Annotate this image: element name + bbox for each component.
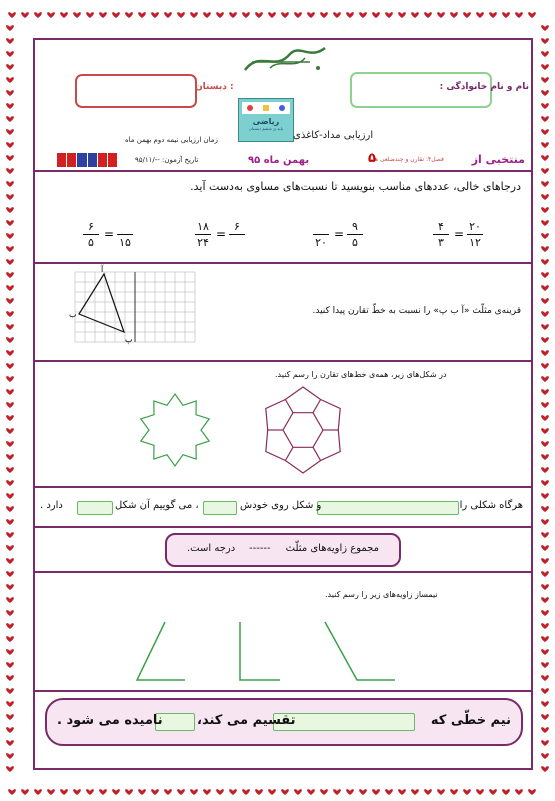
heart-ornament [6,64,14,70]
heart-ornament [541,181,549,187]
heart-ornament [6,90,14,96]
heart-ornament [34,789,42,795]
heart-ornament [125,789,133,795]
heart-ornament [6,259,14,265]
heart-ornament [6,584,14,590]
heart-ornament [99,12,107,18]
heart-ornament [411,12,419,18]
chapter-number: ۵ [368,151,376,166]
heart-ornament [151,789,159,795]
heart-ornament [307,12,315,18]
heart-ornament [34,12,42,18]
heart-ornament [502,12,510,18]
heart-ornament [476,12,484,18]
heart-ornament [242,789,250,795]
heart-ornament [6,324,14,330]
heart-ornament [541,493,549,499]
book-title: ریاضی [252,117,280,126]
divider [35,571,531,573]
heart-ornament [6,155,14,161]
heart-ornament [6,285,14,291]
heart-ornament [6,766,14,772]
exam-title: ارزیابی مداد-کاغذی [293,130,374,141]
heart-ornament [476,789,484,795]
angles-to-bisect [125,618,405,686]
angle-2 [240,622,280,680]
heart-ornament [6,376,14,382]
q4-blank-2[interactable] [203,501,237,515]
heart-ornament [541,506,549,512]
heart-ornament [6,168,14,174]
heart-ornament [541,51,549,57]
heart-ornament [6,246,14,252]
heart-ornament [6,532,14,538]
heart-ornament [541,38,549,44]
heart-ornament [229,12,237,18]
heart-ornament [541,103,549,109]
heart-ornament [541,194,549,200]
heart-ornament [541,662,549,668]
chapter-label: فصل۴: تقارن و چندضلعی ها [373,156,444,163]
heart-ornament [541,727,549,733]
heart-ornament [47,12,55,18]
heart-ornament [424,12,432,18]
heart-ornament [541,714,549,720]
heart-ornament [216,12,224,18]
q1-fraction-left: ۲۰ ۱۲ [467,220,483,249]
heart-ornament [281,12,289,18]
heart-ornament [541,688,549,694]
q6-prompt: نیمساز زاویه‌های زیر را رسم کنید. [325,590,438,599]
heart-ornament [541,467,549,473]
heart-ornament [229,789,237,795]
heart-ornament [21,12,29,18]
heart-ornament [398,12,406,18]
heart-ornament [6,610,14,616]
triangle-abp [79,274,124,332]
equals-sign: = [334,227,345,241]
heart-ornament [60,789,68,795]
q5-blank[interactable]: ------ [249,543,271,554]
heart-ornament [541,142,549,148]
divider [35,170,531,172]
heart-ornament [541,376,549,382]
divider [35,262,531,264]
q1-fraction-left[interactable]: ۶ [229,220,245,249]
heart-ornament [463,12,471,18]
heart-ornament [450,789,458,795]
school-name-field[interactable] [75,74,197,108]
heart-ornament [502,789,510,795]
heart-ornament [6,363,14,369]
q1-fraction-right[interactable]: ۲۰ [313,220,329,249]
heart-ornament [541,285,549,291]
heart-ornament [6,272,14,278]
heart-ornament [6,688,14,694]
heart-ornament [6,701,14,707]
heart-ornament [541,389,549,395]
heart-ornament [268,789,276,795]
heart-ornament [372,789,380,795]
q1-prompt: درجاهای خالی، عددهای مناسب بنویسید تا نسبت‌های مساوی به‌دست آید. [190,180,521,193]
q4-part1: هرگاه شکلی را [459,500,523,511]
heart-ornament [541,25,549,31]
q1-fraction-left: ۹ ۵ [347,220,363,249]
heart-ornament [294,789,302,795]
equals-sign: = [216,227,227,241]
heart-ornament [6,740,14,746]
heart-ornament [541,597,549,603]
heart-ornament [164,12,172,18]
heart-ornament [6,77,14,83]
q4-part4: دارد . [40,500,63,511]
heart-ornament [541,363,549,369]
divider [35,526,531,528]
heart-ornament [541,129,549,135]
heart-ornament [177,12,185,18]
heart-ornament [385,789,393,795]
exam-time: زمان ارزیابی نیمه دوم بهمن ماه [125,136,218,144]
heart-ornament [6,298,14,304]
heart-ornament [541,766,549,772]
heart-ornament [164,789,172,795]
heart-ornament [385,12,393,18]
heart-ornament [528,789,536,795]
heart-ornament [463,789,471,795]
book-subtitle: پایه ی ششم دبستان [249,126,283,131]
divider [35,690,531,692]
angle-1 [137,622,185,680]
heart-ornament [541,246,549,252]
q4-blank-3[interactable] [77,501,113,515]
heart-ornament [6,519,14,525]
heart-ornament [60,12,68,18]
heart-ornament [541,350,549,356]
heart-ornament [6,38,14,44]
heart-ornament [541,337,549,343]
heart-ornament [6,571,14,577]
q1-fraction-right: ۶ ۵ [83,220,99,249]
heart-ornament [242,12,250,18]
heart-ornament [489,789,497,795]
heart-ornament [6,233,14,239]
heart-ornament [437,789,445,795]
heart-ornament [6,103,14,109]
heart-ornament [138,789,146,795]
q1-fraction-right: ۴ ۳ [433,220,449,249]
heart-ornament [541,441,549,447]
heart-ornament [541,64,549,70]
heart-ornament [203,12,211,18]
heart-ornament [398,789,406,795]
heart-ornament [6,727,14,733]
heart-ornament [177,789,185,795]
vertex-a-label: آ [101,265,104,274]
heart-ornament [541,168,549,174]
heart-ornament [541,701,549,707]
bismillah-calligraphy [240,40,330,80]
heart-ornament [73,789,81,795]
heart-ornament [6,662,14,668]
heart-ornament [138,12,146,18]
heart-ornament [6,25,14,31]
q7-part2: تقسیم می کند، [197,713,296,728]
q7-part1: نیم خطّی که [430,713,511,728]
heart-ornament [6,753,14,759]
heart-ornament [6,350,14,356]
heart-ornament [541,402,549,408]
q5-text-a: مجموع زاویه‌های مثلّث [285,543,379,554]
heart-ornament [541,571,549,577]
q7-box [45,698,523,746]
vertex-p-label: پ [125,335,133,344]
heart-ornament [541,207,549,213]
heart-ornament [6,545,14,551]
heart-ornament [541,584,549,590]
heart-ornament [437,12,445,18]
heart-ornament [541,649,549,655]
heart-ornament [268,12,276,18]
heart-ornament [541,558,549,564]
heart-ornament [307,789,315,795]
heart-ornament [6,415,14,421]
heart-ornament [541,298,549,304]
heart-ornament [6,649,14,655]
q4-part2: و شکل روی خودش [240,500,322,511]
heart-ornament [6,480,14,486]
heart-ornament [112,12,120,18]
heart-ornament [450,12,458,18]
heart-ornament [190,789,198,795]
heart-ornament [255,789,263,795]
heart-ornament [203,789,211,795]
heart-ornament [541,532,549,538]
heart-ornament [541,740,549,746]
heart-ornament [6,181,14,187]
heart-ornament [6,142,14,148]
heart-ornament [541,272,549,278]
q1-fraction-right: ۱۸ ۲۴ [195,220,211,249]
heart-ornament [112,789,120,795]
heart-ornament [86,12,94,18]
heart-ornament [6,636,14,642]
heart-ornament [6,714,14,720]
equals-sign: = [454,227,465,241]
heart-ornament [541,233,549,239]
q1-fraction-left[interactable]: ۱۵ [117,220,133,249]
q2-prompt: قرینه‌ی مثلّث «آ ب پ» را نسبت به خطّ تقارن پیدا کنید. [312,306,521,316]
q5-box [165,533,401,567]
heart-ornament [216,789,224,795]
heart-ornament [541,753,549,759]
heart-ornament [528,12,536,18]
heart-ornament [320,789,328,795]
q4-part3: ، می گوییم آن شکل [115,500,199,511]
heart-ornament [294,12,302,18]
school-logo [57,153,117,167]
heart-ornament [333,789,341,795]
heart-ornament [541,623,549,629]
heart-ornament [6,51,14,57]
heart-ornament [6,194,14,200]
heart-ornament [424,789,432,795]
heart-ornament [541,519,549,525]
heart-ornament [515,789,523,795]
heart-ornament [6,207,14,213]
heart-ornament [21,789,29,795]
vertex-b-label: ب [69,310,77,319]
heart-ornament [541,259,549,265]
school-label: : دبستان [195,82,234,92]
heart-ornament [8,12,16,18]
heart-ornament [6,454,14,460]
heart-ornament [359,12,367,18]
heart-ornament [47,789,55,795]
heart-ornament [320,12,328,18]
heart-ornament [6,337,14,343]
equals-sign: = [104,227,115,241]
heart-ornament [6,116,14,122]
heart-ornament [281,789,289,795]
heart-ornament [372,12,380,18]
heart-ornament [411,789,419,795]
heart-ornament [8,789,16,795]
heart-ornament [6,220,14,226]
student-name-label: نام و نام خانوادگی : [439,82,529,92]
heart-ornament [541,454,549,460]
heart-ornament [541,77,549,83]
divider [35,486,531,488]
heart-ornament [99,789,107,795]
heart-ornament [6,441,14,447]
exam-date: تاریخ آزمون: --/۹۵/۱۱ [135,156,199,164]
divider [35,360,531,362]
heart-ornament [6,597,14,603]
heart-ornament [541,220,549,226]
triangle-grid [69,265,195,352]
heart-ornament [515,12,523,18]
heart-ornament [73,12,81,18]
heart-ornament [190,12,198,18]
heart-ornament [346,789,354,795]
heart-ornament [6,129,14,135]
heart-ornament [6,311,14,317]
selected-from-label: منتخبی از [471,153,525,166]
heart-ornament [125,12,133,18]
heart-ornament [541,415,549,421]
heart-ornament [6,467,14,473]
heart-ornament [541,311,549,317]
star-shape [135,390,215,470]
heart-ornament [6,493,14,499]
heart-ornament [541,675,549,681]
q3-prompt: در شکل‌های زیر، همه‌ی خط‌های تقارن را رسم کنید. [275,370,447,379]
heart-ornament [6,558,14,564]
heart-ornament [6,506,14,512]
month-label: بهمن ماه ۹۵ [248,155,310,166]
heart-ornament [489,12,497,18]
heart-ornament [6,402,14,408]
heart-ornament [541,90,549,96]
heart-ornament [86,789,94,795]
heart-ornament [359,789,367,795]
petal-edge [285,447,293,460]
heart-ornament [541,480,549,486]
heart-ornament [255,12,263,18]
petal-edge [313,400,321,413]
petal-edge [313,447,321,460]
worksheet-frame [33,38,533,770]
heart-ornament [541,155,549,161]
heart-ornament [346,12,354,18]
heart-ornament [6,623,14,629]
heart-ornament [541,636,549,642]
heart-ornament [541,545,549,551]
hexagon-petal-shape [258,385,348,475]
q7-part3: نامیده می شود . [57,713,163,728]
heart-ornament [333,12,341,18]
angle-3 [325,622,395,680]
heart-ornament [541,610,549,616]
heart-ornament [541,116,549,122]
q5-text-b: درجه است. [187,543,236,554]
math-book-cover [238,98,294,142]
heart-ornament [151,12,159,18]
heart-ornament [6,389,14,395]
q4-blank-1[interactable] [317,501,459,515]
heart-ornament [541,324,549,330]
heart-ornament [6,675,14,681]
petal-edge [285,400,293,413]
heart-ornament [541,428,549,434]
heart-ornament [6,428,14,434]
